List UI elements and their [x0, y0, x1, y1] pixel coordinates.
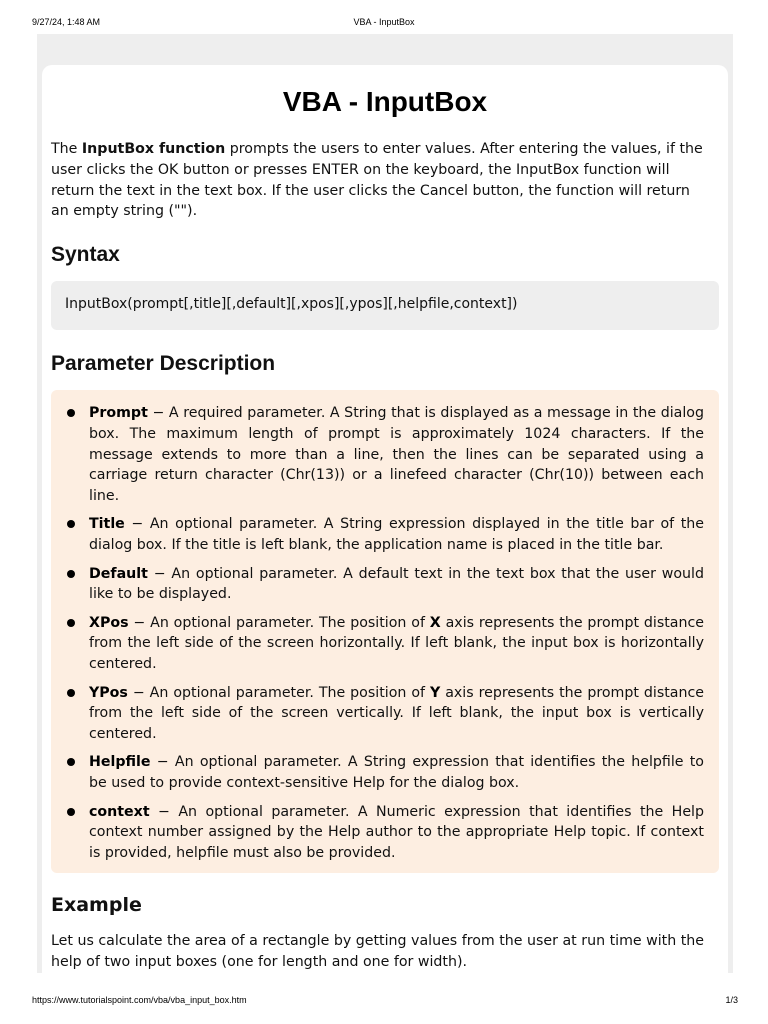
param-desc: − An optional parameter. A String expression displayed in the title bar of the dialog box. If the title is left blank, the application name is placed in the title bar.	[89, 516, 704, 554]
param-item	[51, 613, 719, 675]
param-desc: − An optional parameter. The position of	[127, 684, 430, 701]
param-item	[51, 564, 719, 606]
param-name: Default	[89, 565, 148, 582]
bullet-icon	[67, 689, 75, 697]
param-item	[51, 683, 719, 745]
bullet-icon	[67, 409, 75, 417]
intro-paragraph	[51, 139, 711, 222]
intro-bold: InputBox function	[81, 141, 226, 157]
param-desc: − A required parameter. A String that is displayed as a message in the dialog box. The maximum length of prompt is approximately 1024 characters. If the message extends to more than a line, then the lines can be separated using a carriage return character (Chr(13)) or a linefeed character (Chr(10)) between each line.	[89, 405, 704, 505]
bullet-icon	[67, 808, 75, 816]
syntax-code-block: InputBox(prompt[,title][,default][,xpos][,ypos][,helpfile,context])	[51, 281, 719, 330]
param-desc-cont: axis represents the prompt distance from the left side of the screen horizontally. If left blank, the input box is horizontally centered.	[89, 614, 704, 673]
param-desc: − An optional parameter. A String expression that identifies the helpfile to be used to provide context-sensitive Help for the dialog box.	[89, 754, 704, 792]
param-name: Prompt	[89, 405, 148, 421]
param-axis: X	[429, 614, 441, 631]
param-item	[51, 802, 719, 864]
param-name: context	[89, 803, 150, 820]
params-box	[51, 390, 719, 873]
print-title: VBA - InputBox	[353, 17, 415, 27]
param-desc-cont: axis represents the prompt distance from the left side of the screen vertically. If left blank, the input box is vertically centered.	[89, 684, 704, 743]
bullet-icon	[67, 570, 75, 578]
intro-before: The	[51, 141, 82, 157]
bullet-icon	[67, 619, 75, 627]
print-datetime: 9/27/24, 1:48 AM	[32, 17, 101, 27]
param-item	[51, 514, 719, 556]
print-url: https://www.tutorialspoint.com/vba/vba_input_box.htm	[32, 995, 247, 1005]
params-heading: Parameter Description	[51, 352, 276, 375]
param-desc: − An optional parameter. The position of	[128, 614, 430, 631]
print-page-number: 1/3	[725, 995, 738, 1005]
param-item	[51, 752, 719, 794]
print-header	[0, 0, 768, 34]
page-title: VBA - InputBox	[282, 86, 488, 117]
param-desc: − An optional parameter. A default text in the text box that the user would like to be displayed.	[89, 565, 704, 603]
bullet-icon	[67, 758, 75, 766]
bullet-icon	[67, 520, 75, 528]
param-name: Title	[89, 516, 125, 533]
example-heading: Example	[51, 894, 142, 916]
param-name: XPos	[89, 614, 129, 631]
param-name: YPos	[89, 684, 128, 701]
example-paragraph: Let us calculate the area of a rectangle by getting values from the user at run time with the help of two input boxes (one for length and one for width).	[51, 933, 705, 970]
param-desc: − An optional parameter. A Numeric expression that identifies the Help context number assigned by the Help author to the appropriate Help topic. If context is provided, helpfile must also be provided.	[89, 803, 704, 862]
param-axis: Y	[429, 684, 441, 701]
syntax-heading: Syntax	[51, 243, 120, 266]
intro-after: prompts the users to enter values. After entering the values, if the user clicks the OK button or presses ENTER on the keyboard, the InputBox function will return the text in the text box. If the user clicks the Cancel button, the function will return an empty string ("").	[51, 141, 703, 220]
print-footer	[0, 993, 768, 1013]
params-list	[51, 403, 719, 871]
param-name: Helpfile	[89, 754, 151, 771]
param-item	[51, 403, 719, 507]
